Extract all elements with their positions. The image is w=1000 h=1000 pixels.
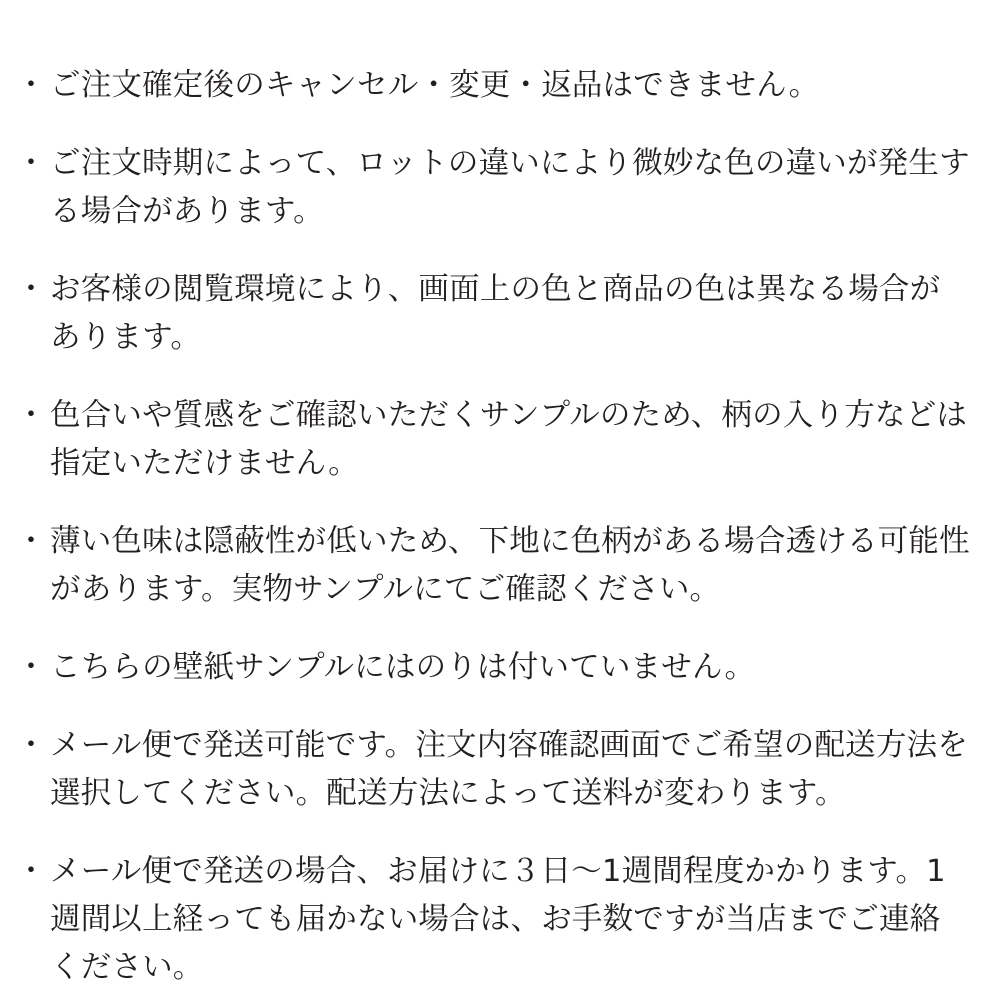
notice-text: お客様の閲覧環境により、画面上の色と商品の色は異なる場合があります。 xyxy=(50,272,941,355)
bullet-icon: ・ xyxy=(16,68,46,103)
notice-text: 薄い色味は隠蔽性が低いため、下地に色柄がある場合透ける可能性があります。実物サンプルにてご確認ください。 xyxy=(50,524,970,607)
list-item xyxy=(16,140,970,236)
bullet-icon: ・ xyxy=(16,728,46,763)
list-item xyxy=(16,518,970,614)
bullet-icon: ・ xyxy=(16,854,46,889)
bullet-icon: ・ xyxy=(16,398,46,433)
list-item xyxy=(16,644,970,692)
list-item xyxy=(16,392,970,488)
notice-text: 色合いや質感をご確認いただくサンプルのため、柄の入り方などは指定いただけません。 xyxy=(50,398,968,481)
bullet-icon: ・ xyxy=(16,650,46,685)
notice-list xyxy=(16,62,970,992)
notice-text: ご注文時期によって、ロットの違いにより微妙な色の違いが発生する場合があります。 xyxy=(50,146,970,229)
list-item xyxy=(16,722,970,818)
notice-text: メール便で発送可能です。注文内容確認画面でご希望の配送方法を選択してください。配送方法によって送料が変わります。 xyxy=(50,728,968,811)
notice-text: こちらの壁紙サンプルにはのりは付いていません。 xyxy=(50,650,756,685)
notice-text: メール便で発送の場合、お届けに３日〜1週間程度かかります。1週間以上経っても届かない場合は、お手数ですが当店までご連絡ください。 xyxy=(50,854,946,985)
bullet-icon: ・ xyxy=(16,146,46,181)
notice-text: ご注文確定後のキャンセル・変更・返品はできません。 xyxy=(50,68,820,103)
list-item xyxy=(16,266,970,362)
bullet-icon: ・ xyxy=(16,524,46,559)
bullet-icon: ・ xyxy=(16,272,46,307)
list-item xyxy=(16,62,970,110)
list-item xyxy=(16,848,970,992)
